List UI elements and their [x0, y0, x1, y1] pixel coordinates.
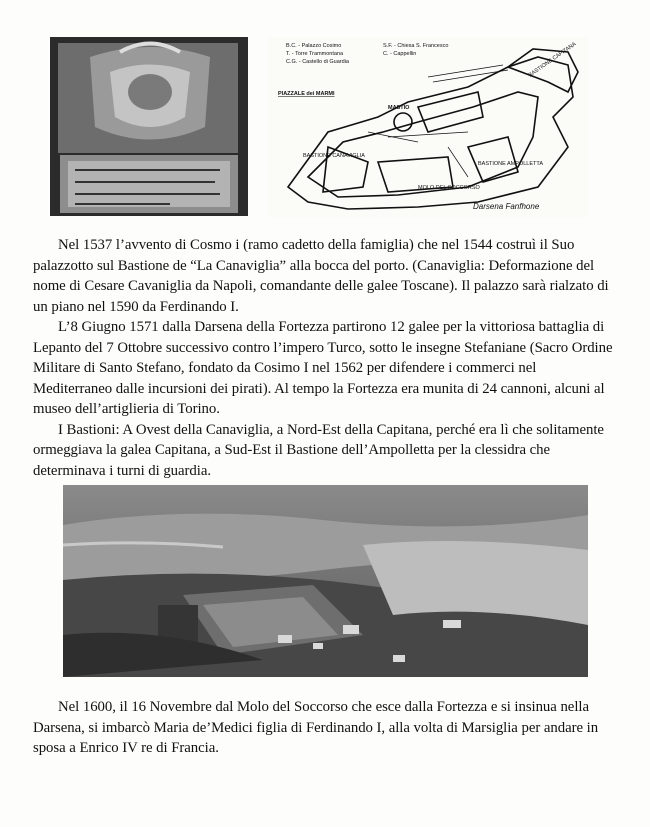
map-legend-cg: C.G. - Castello di Guardia [286, 59, 349, 65]
fortress-aerial-photo [63, 485, 588, 677]
paragraph-bastioni: I Bastioni: A Ovest della Canaviglia, a Nord-Est della Capitana, perché era lì che solitamente ormeggiava la galea Capitana, a Sud-Est il Bastione dell’Ampolletta per la clessidra che determinava i turni di guardia. [33, 421, 604, 479]
map-label-canaviglia: BASTIONE CANAVIGLIA [303, 153, 365, 159]
paragraph-cosimo: Nel 1537 l’avvento di Cosmo i (ramo cadetto della famiglia) che nel 1544 costruì il Suo palazzotto sul Bastione de “La Canaviglia” alla bocca del porto. (Canaviglia: Deformazione del nome di Cesare Cavaniglia da Napoli, comandante delle galee Toscane). Il palazzo sarà rialzato di un piano nel 1590 da Ferdinando I. [33, 237, 609, 315]
map-label-mastio: MASTIO [388, 105, 410, 111]
history-text-top [33, 235, 618, 481]
map-legend-t: T. - Torre Trammontana [286, 51, 344, 57]
coat-of-arms-photo [50, 37, 248, 216]
fortress-map [268, 37, 588, 217]
paragraph-maria-de-medici: Nel 1600, il 16 Novembre dal Molo del Soccorso che esce dalla Fortezza e si insinua nella Darsena, si imbarcò Maria de’Medici figlia di Ferdinando I, alla volta di Marsiglia per andare in sposa a Enrico IV re di Francia. [33, 699, 599, 756]
paragraph-lepanto: L’8 Giugno 1571 dalla Darsena della Fortezza partirono 12 galee per la vittoriosa battaglia di Lepanto del 7 Ottobre successivo contro l’impero Turco, sotto le insegne Stefaniane (Sacro Ordine Militare di Santo Stefano, fondato da Cosimo I nel 1562 per difendere i commerci nel Mediterraneo dalle incursioni dei pirati). Al tempo la Fortezza era munita di 24 cannoni, alcuni al museo dell’artiglieria di Torino. [33, 319, 613, 417]
map-label-piazzale: PIAZZALE dei MARMI [278, 91, 335, 97]
history-text-bottom [33, 697, 618, 759]
map-legend-bc: B.C. - Palazzo Cosimo [286, 43, 342, 49]
map-signature: Darsena Fanfhone [473, 202, 540, 211]
map-label-soccorso: MOLO DEL SOCCORSO [418, 185, 480, 191]
map-legend-c: C. - Cappellin [383, 51, 417, 57]
map-legend-sf: S.F. - Chiesa S. Francesco [383, 43, 449, 49]
map-label-ampolletta: BASTIONE AMPOLLETTA [478, 161, 543, 167]
map-label-capitana: BASTIONE CAPITANA [527, 41, 578, 79]
